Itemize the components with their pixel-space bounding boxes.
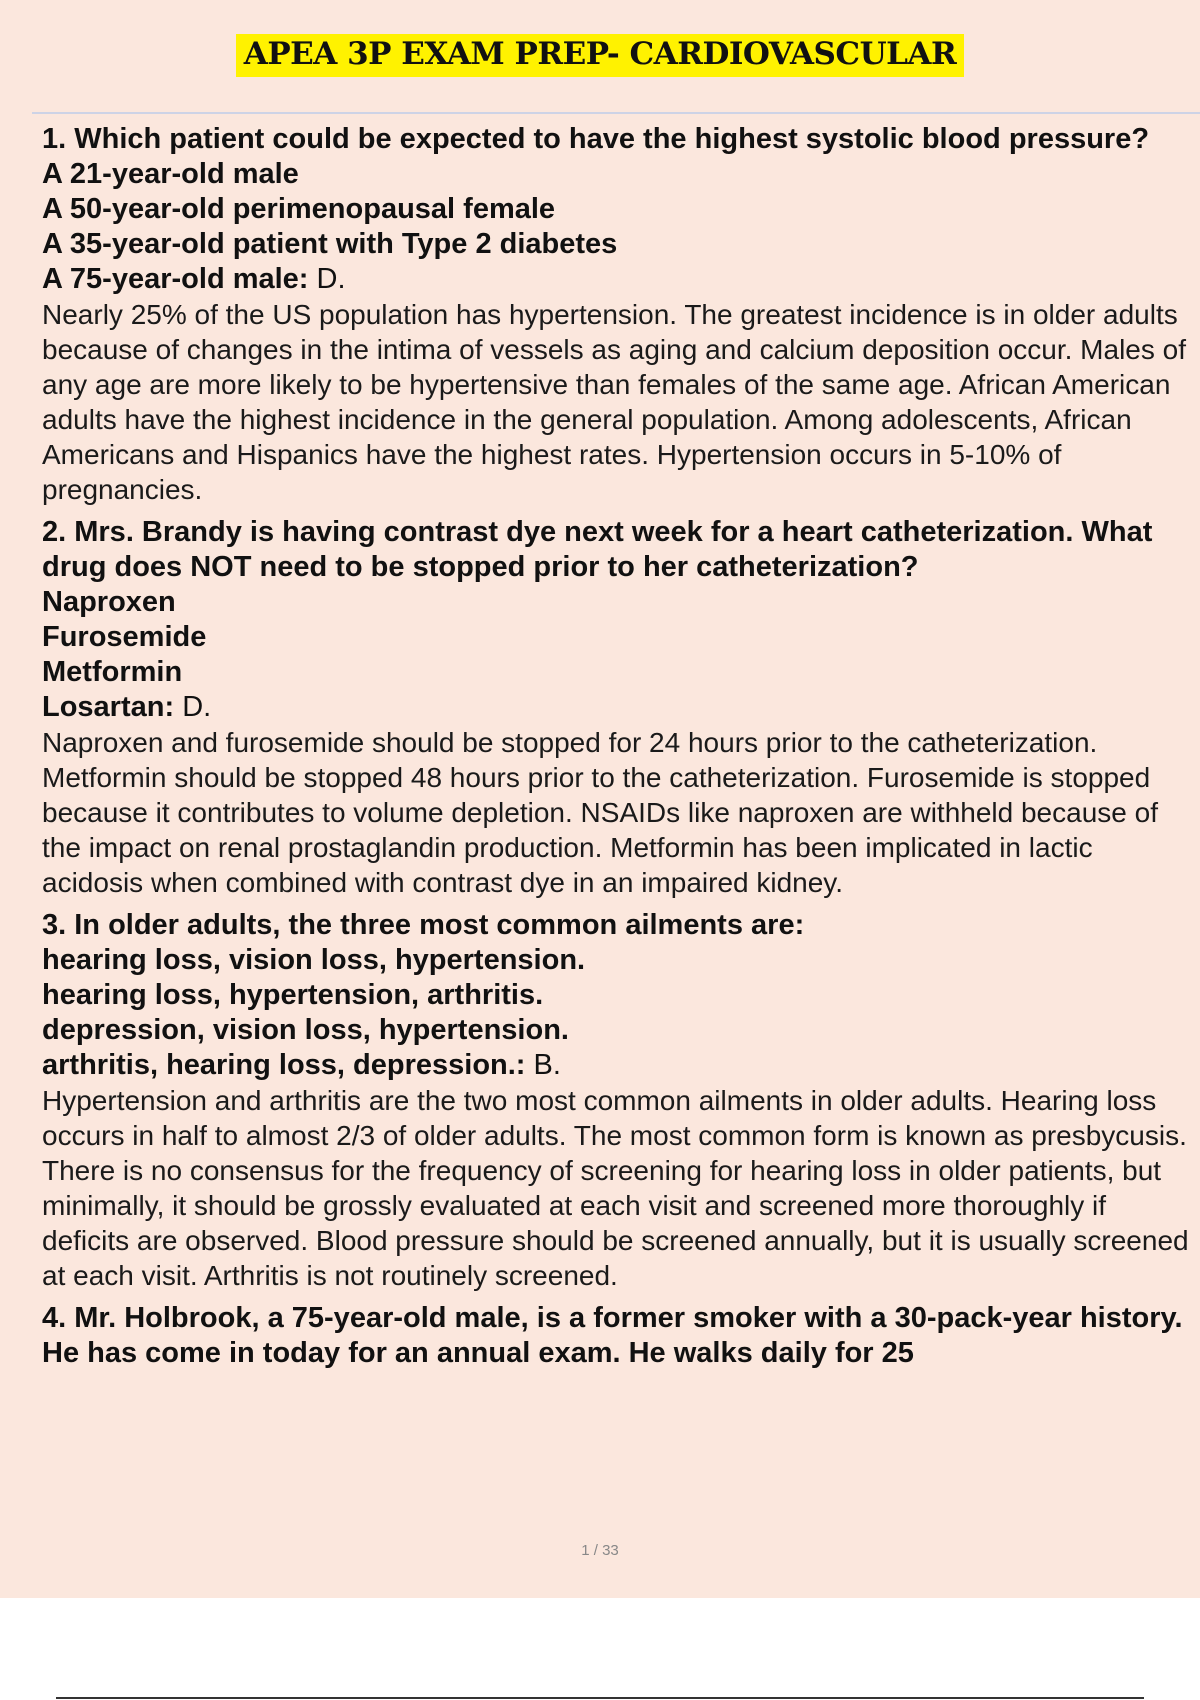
answer-option-text: arthritis, hearing loss, depression.: bbox=[42, 1049, 526, 1081]
explanation: Hypertension and arthritis are the two most common ailments in older adults. Hearing loss occurs in half to almost 2/3 of older adults. The most common form is known as presbycusis. There is no consensus for the frequency of screening for hearing loss in older patients, but minimally, it should be grossly evaluated at each visit and screened more thoroughly if deficits are observed. Blood pressure should be screened annually, but it is usually screened at each visit. Arthritis is not routinely screened. bbox=[42, 1085, 1189, 1291]
explanation: Nearly 25% of the US population has hypertension. The greatest incidence is in older adults because of changes in the intima of vessels as aging and calcium deposition occur. Males of any age are more likely to be hypertensive than females of the same age. African American adults have the highest incidence in the general population. Among adolescents, African Americans and Hispanics have the highest rates. Hypertension occurs in 5-10% of pregnancies. bbox=[42, 299, 1186, 505]
question-4 bbox=[42, 1301, 1198, 1371]
question-1 bbox=[42, 122, 1198, 507]
answer-option-last bbox=[42, 1048, 1198, 1083]
answer-option: A 35-year-old patient with Type 2 diabetes bbox=[42, 228, 618, 260]
question-text: 4. Mr. Holbrook, a 75-year-old male, is a former smoker with a 30-pack-year history. He has come in today for an annual exam. He walks daily for 25 bbox=[42, 1302, 1183, 1369]
document-title: APEA 3P EXAM PREP- CARDIOVASCULAR bbox=[236, 34, 964, 77]
answer-option: hearing loss, hypertension, arthritis. bbox=[42, 979, 544, 1011]
explanation: Naproxen and furosemide should be stopped for 24 hours prior to the catheterization. Metformin should be stopped 48 hours prior to the catheterization. Furosemide is stopped because it contributes to volume depletion. NSAIDs like naproxen are withheld because of the impact on renal prostaglandin production. Metformin has been implicated in lactic acidosis when combined with contrast dye in an impaired kidney. bbox=[42, 727, 1158, 898]
correct-answer: D. bbox=[308, 263, 346, 295]
answer-option-last bbox=[42, 262, 1198, 297]
question-text: 2. Mrs. Brandy is having contrast dye next week for a heart catheterization. What drug does NOT need to be stopped prior to her catheterization? bbox=[42, 516, 1153, 583]
title-area bbox=[0, 34, 1200, 77]
answer-option: A 50-year-old perimenopausal female bbox=[42, 193, 556, 225]
answer-option: depression, vision loss, hypertension. bbox=[42, 1014, 569, 1046]
title-divider bbox=[32, 112, 1200, 114]
correct-answer: D. bbox=[174, 691, 212, 723]
answer-option: A 21-year-old male bbox=[42, 158, 299, 190]
answer-option: Furosemide bbox=[42, 621, 207, 653]
page-number: 1 / 33 bbox=[581, 1542, 619, 1559]
answer-option-text: A 75-year-old male: bbox=[42, 263, 309, 295]
correct-answer: B. bbox=[525, 1049, 561, 1081]
answer-option: Metformin bbox=[42, 656, 183, 688]
document-body bbox=[42, 122, 1198, 1379]
question-text: 3. In older adults, the three most common ailments are: bbox=[42, 909, 805, 941]
answer-option-text: Losartan: bbox=[42, 691, 175, 723]
question-2 bbox=[42, 515, 1198, 900]
question-3 bbox=[42, 908, 1198, 1293]
answer-option: hearing loss, vision loss, hypertension. bbox=[42, 944, 586, 976]
bottom-divider bbox=[56, 1697, 1144, 1699]
question-text: 1. Which patient could be expected to have the highest systolic blood pressure? bbox=[42, 123, 1150, 155]
answer-option: Naproxen bbox=[42, 586, 176, 618]
answer-option-last bbox=[42, 690, 1198, 725]
